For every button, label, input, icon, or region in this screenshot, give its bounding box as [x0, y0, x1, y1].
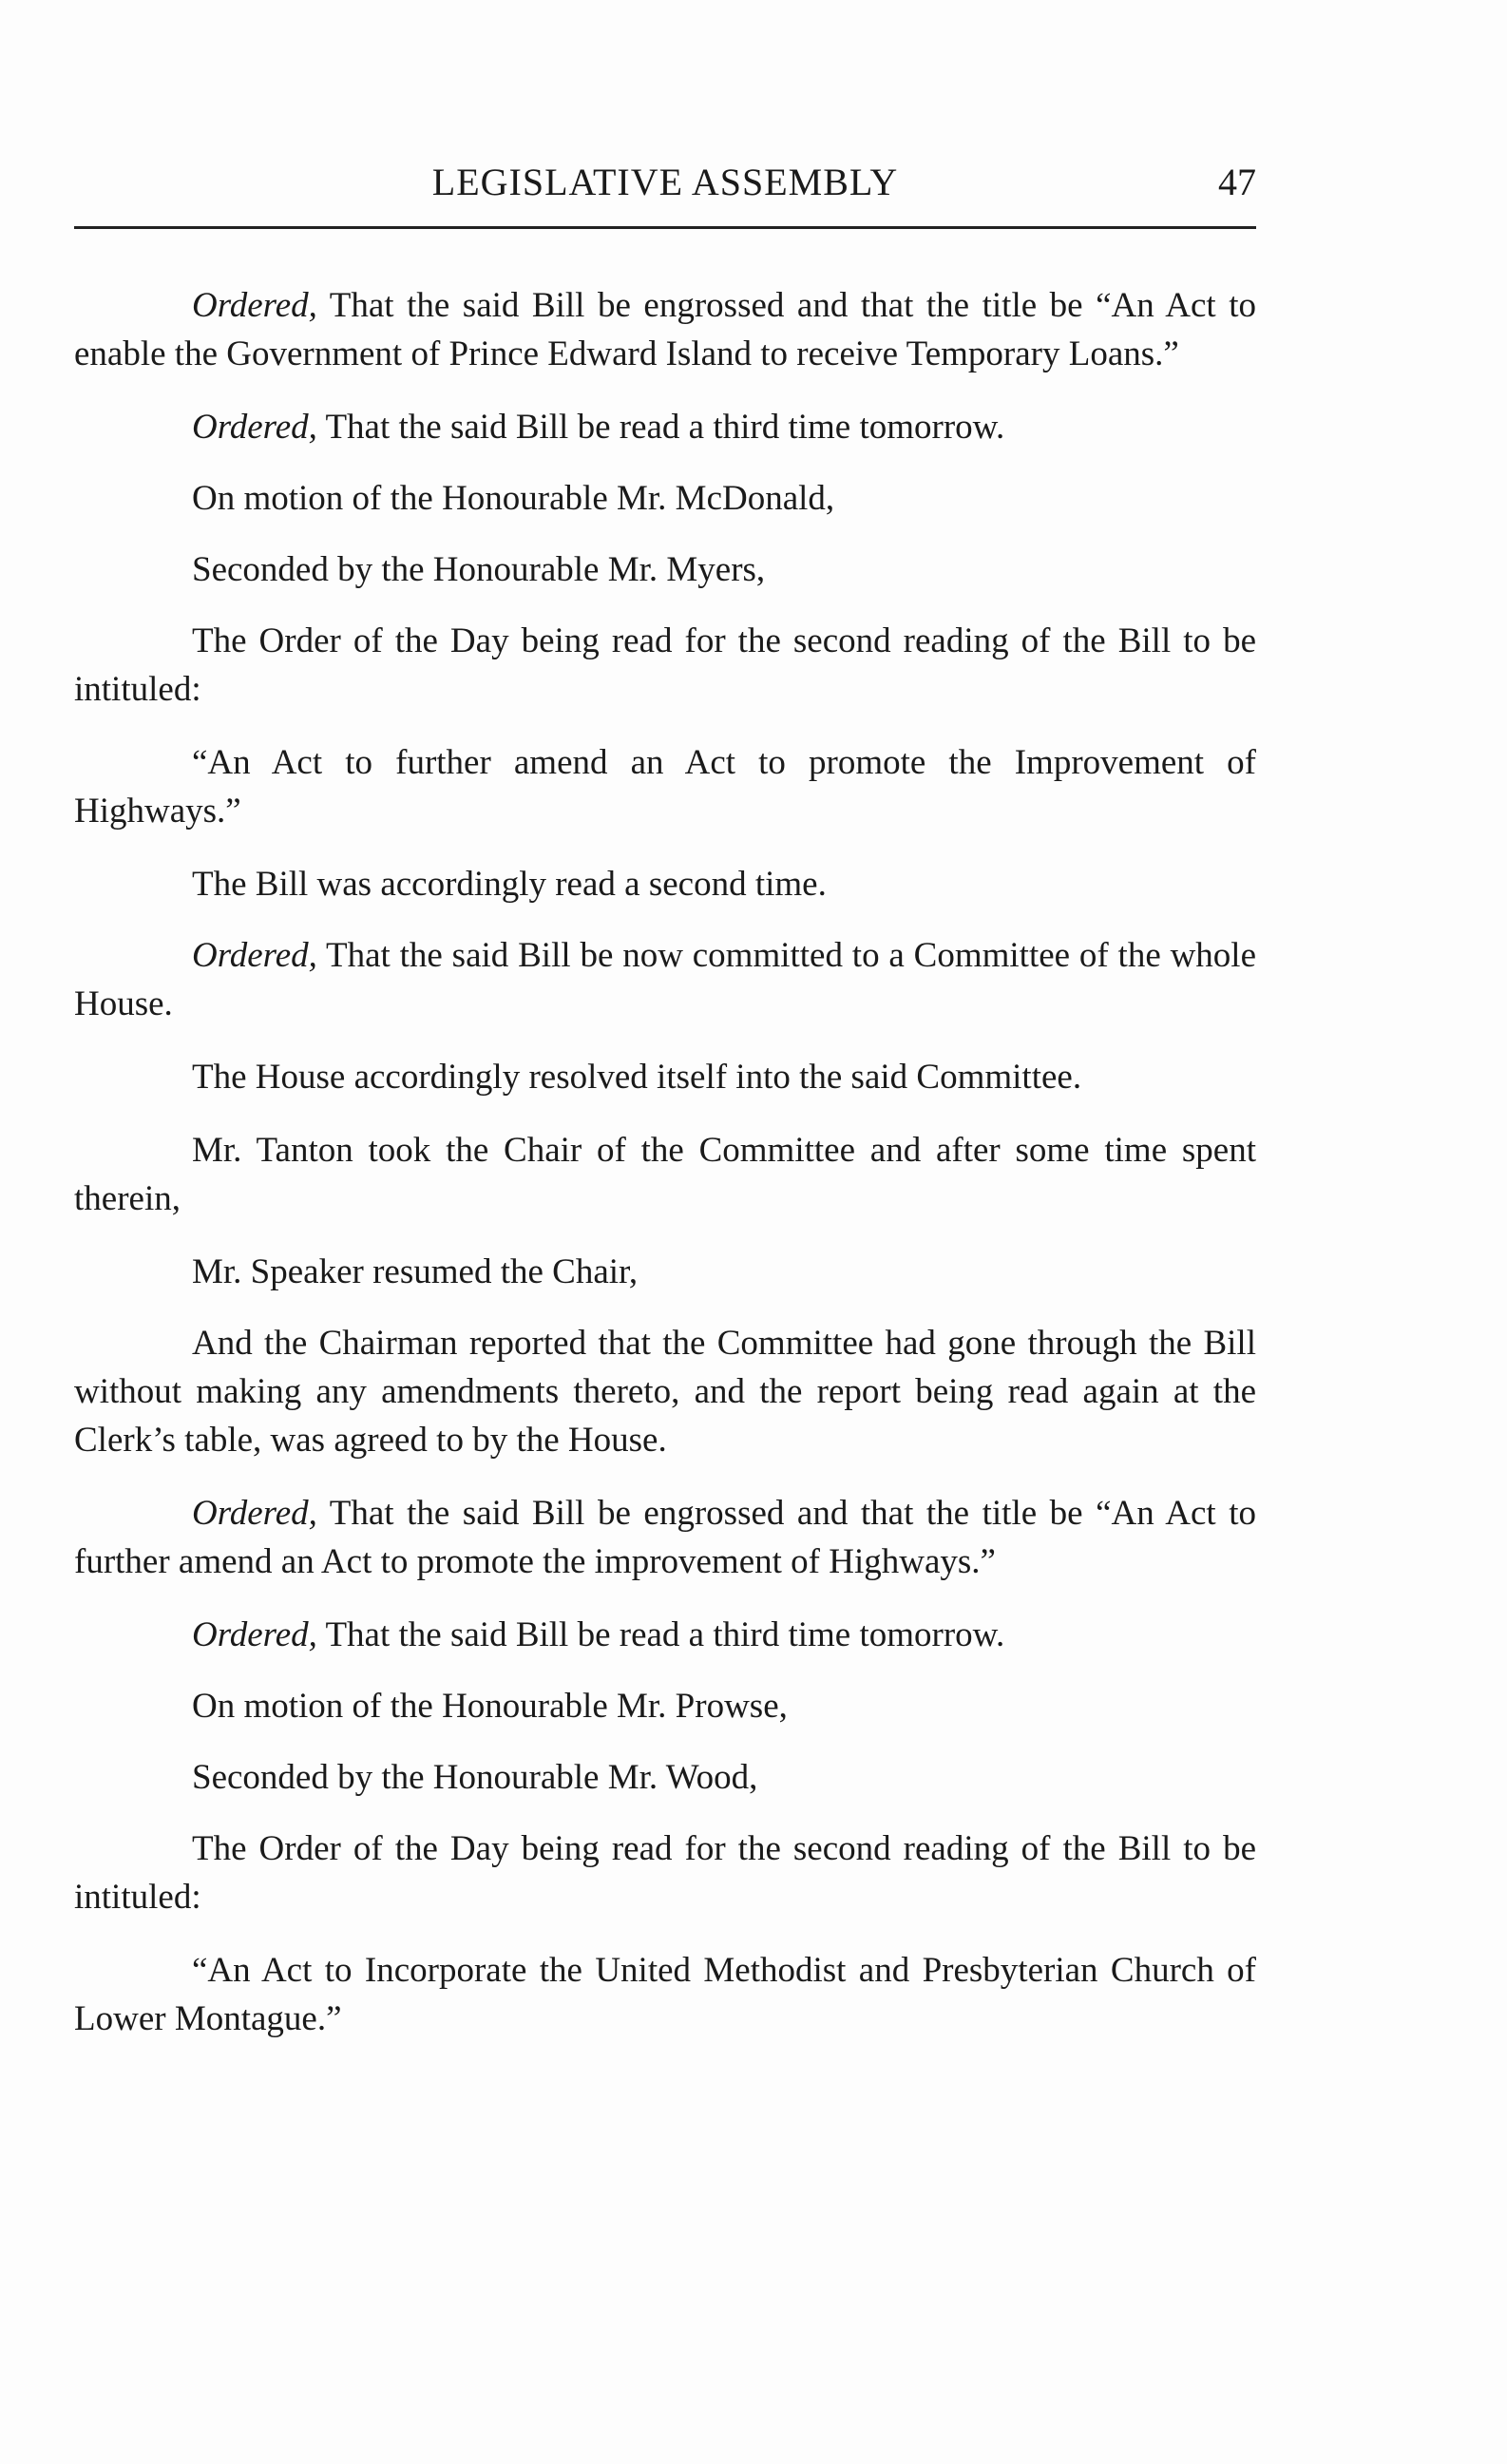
page-number: 47: [1218, 161, 1256, 203]
paragraph-ordered-committed: [74, 931, 1256, 1028]
paragraph-text: Seconded by the Honourable Mr. Myers,: [192, 550, 766, 589]
paragraph-text: On motion of the Honourable Mr. Prowse,: [192, 1687, 788, 1726]
paragraph-ordered-third-reading-2: [74, 1611, 1256, 1659]
paragraph-text: The Order of the Day being read for the second reading of the Bill to be intituled:: [74, 1829, 1256, 1917]
paragraph-text: “An Act to Incorporate the United Methodist and Presbyterian Church of Lower Montague.”: [74, 1951, 1256, 2038]
paragraph-motion-mcdonald: [74, 474, 1256, 523]
paragraph-text: On motion of the Honourable Mr. McDonald,: [192, 479, 835, 518]
paragraph-text: The Bill was accordingly read a second time.: [192, 865, 827, 904]
journal-body: [74, 281, 1256, 2068]
paragraph-order-of-day-2: [74, 1824, 1256, 1921]
paragraph-order-of-day-1: [74, 617, 1256, 714]
paragraph-text: That the said Bill be engrossed and that the title be “An Act to further amend an Act to promote the improvement of Highways.”: [74, 1494, 1256, 1581]
ordered-label: Ordered,: [192, 286, 317, 325]
paragraph-text: The House accordingly resolved itself into the said Committee.: [192, 1058, 1082, 1097]
paragraph-ordered-engrossed-2: [74, 1489, 1256, 1586]
paragraph-bill-title-church: [74, 1946, 1256, 2043]
paragraph-bill-title-highways: [74, 738, 1256, 835]
paragraph-second-reading: [74, 860, 1256, 908]
paragraph-motion-prowse: [74, 1682, 1256, 1730]
ordered-label: Ordered,: [192, 408, 317, 447]
ordered-label: Ordered,: [192, 1494, 317, 1533]
paragraph-text: And the Chairman reported that the Committee had gone through the Bill without making any amendments thereto, and the report being read again at the Clerk’s table, was agreed to by the House.: [74, 1324, 1256, 1460]
running-head: LEGISLATIVE ASSEMBLY: [431, 161, 899, 203]
paragraph-text: That the said Bill be read a third time tomorrow.: [316, 408, 1005, 447]
header-rule: [74, 226, 1256, 229]
paragraph-text: Mr. Speaker resumed the Chair,: [192, 1252, 639, 1291]
paragraph-house-resolved: [74, 1053, 1256, 1101]
paragraph-text: Mr. Tanton took the Chair of the Committee and after some time spent therein,: [74, 1131, 1256, 1218]
paragraph-ordered-third-reading-1: [74, 403, 1256, 451]
paragraph-text: That the said Bill be now committed to a Committee of the whole House.: [74, 936, 1256, 1023]
page-header: [74, 152, 1256, 209]
paragraph-text: The Order of the Day being read for the second reading of the Bill to be intituled:: [74, 621, 1256, 709]
paragraph-speaker-resumed: [74, 1248, 1256, 1296]
ordered-label: Ordered,: [192, 1615, 317, 1654]
paragraph-tanton-chair: [74, 1126, 1256, 1223]
paragraph-seconded-myers: [74, 545, 1256, 594]
paragraph-ordered-engrossed-1: [74, 281, 1256, 378]
paragraph-text: “An Act to further amend an Act to promote the Improvement of Highways.”: [74, 743, 1256, 831]
paragraph-text: That the said Bill be read a third time tomorrow.: [316, 1615, 1005, 1654]
ordered-label: Ordered,: [192, 936, 317, 975]
paragraph-text: That the said Bill be engrossed and that the title be “An Act to enable the Government of Prince Edward Island to receive Temporary Loans.”: [74, 286, 1256, 373]
paragraph-chairman-reported: [74, 1319, 1256, 1464]
paragraph-text: Seconded by the Honourable Mr. Wood,: [192, 1758, 758, 1797]
paragraph-seconded-wood: [74, 1753, 1256, 1802]
